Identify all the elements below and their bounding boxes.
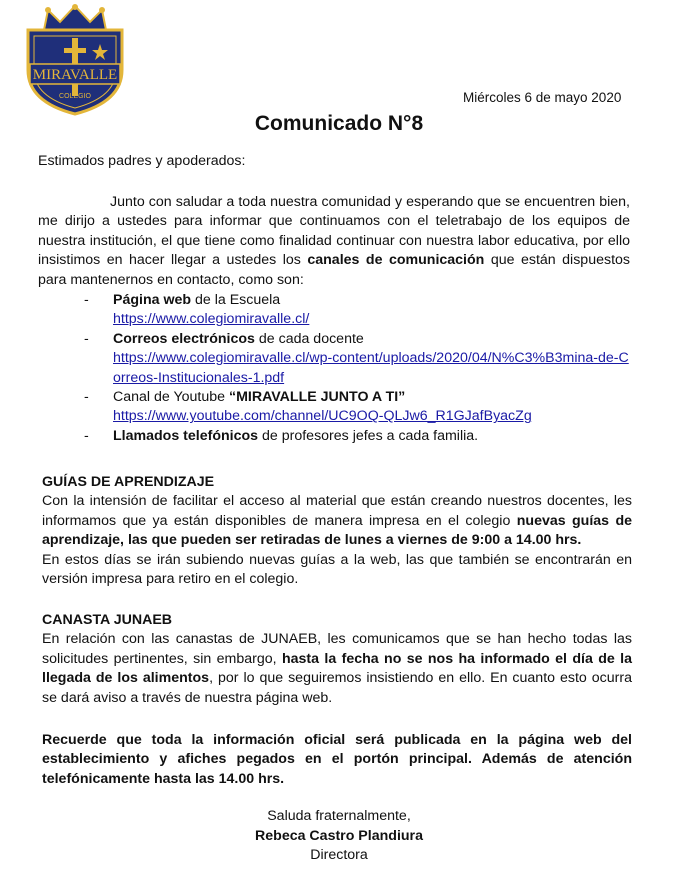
- greeting: Estimados padres y apoderados:: [38, 153, 246, 169]
- guias-paragraph-1: Con la intensión de facilitar el acceso al material que están creando nuestros docentes, les informamos que ya están disponibles de manera impresa en el colegio nuevas guías de aprendizaje, las que pueden ser retiradas de lunes a viernes de 9:00 a 14.00 hrs.: [42, 493, 632, 549]
- youtube-channel-link[interactable]: https://www.youtube.com/channel/UC9OQ-QLJw6_R1GJafByacZg: [113, 408, 532, 425]
- guias-paragraph-2: En estos días se irán subiendo nuevas guías a la web, las que también se encontrarán en versión impresa para retiro en el colegio.: [42, 551, 632, 588]
- emails-pdf-link[interactable]: https://www.colegiomiravalle.cl/wp-content/uploads/2020/04/N%C3%B3mina-de-Correos-Institucionales-1.pdf: [113, 350, 629, 386]
- intro-paragraph: Junto con saludar a toda nuestra comunidad y esperando que se encuentren bien, me dirijo a ustedes para informar que continuamos con el teletrabajo de los equipos de nuestra institución, el que tiene como finalidad continuar con nuestra labor educativa, por ello insistimos en hacer llegar a ustedes los canales de comunicación que están dispuestos para mantenernos en contacto, como son:: [38, 194, 630, 288]
- signer-role: Directora: [310, 847, 368, 864]
- signature-block: [0, 807, 678, 866]
- list-item: - Canal de Youtube “MIRAVALLE JUNTO A TI” https://www.youtube.com/channel/UC9OQ-QLJw6_R1GJafByacZg: [84, 389, 532, 425]
- list-item: - Página web de la Escuela https://www.colegiomiravalle.cl/: [84, 292, 310, 328]
- channels-list: [84, 291, 634, 446]
- document-title: Comunicado N°8: [254, 112, 424, 135]
- closing: Saluda fraternalmente,: [267, 808, 411, 824]
- website-link[interactable]: https://www.colegiomiravalle.cl/: [113, 311, 310, 328]
- section-heading: GUÍAS DE APRENDIZAJE: [42, 474, 215, 490]
- crest-text: MIRAVALLE: [32, 67, 118, 83]
- section-heading: CANASTA JUNAEB: [42, 612, 173, 628]
- crest-subtext: COLEGIO: [59, 93, 91, 100]
- canasta-paragraph: En relación con las canastas de JUNAEB, les comunicamos que se han hecho todas las solicitudes pertinentes, sin embargo, hasta la fecha no se nos ha informado el día de la llegada de los alimentos, por lo que seguiremos insistiendo en ello. En cuanto esto ocurra se dará aviso a través de nuestra página web.: [42, 631, 632, 706]
- signer-name: Rebeca Castro Plandiura: [255, 827, 423, 844]
- notice-paragraph: Recuerde que toda la información oficial será publicada en la página web del establecimiento y afiches pegados en el portón principal. Además de atención telefónicamente hasta las 14.00 hrs.: [42, 732, 632, 787]
- document-date: Miércoles 6 de mayo 2020: [463, 90, 622, 105]
- guias-section: [42, 473, 632, 589]
- school-crest-logo: [22, 4, 128, 116]
- list-item: - Correos electrónicos de cada docente https://www.colegiomiravalle.cl/wp-content/uploads/2020/04/N%C3%B3mina-de-Correos-Institucionales-1.pdf: [84, 330, 629, 386]
- list-item: - Llamados telefónicos de profesores jefes a cada familia.: [84, 427, 479, 444]
- canasta-section: [42, 611, 632, 708]
